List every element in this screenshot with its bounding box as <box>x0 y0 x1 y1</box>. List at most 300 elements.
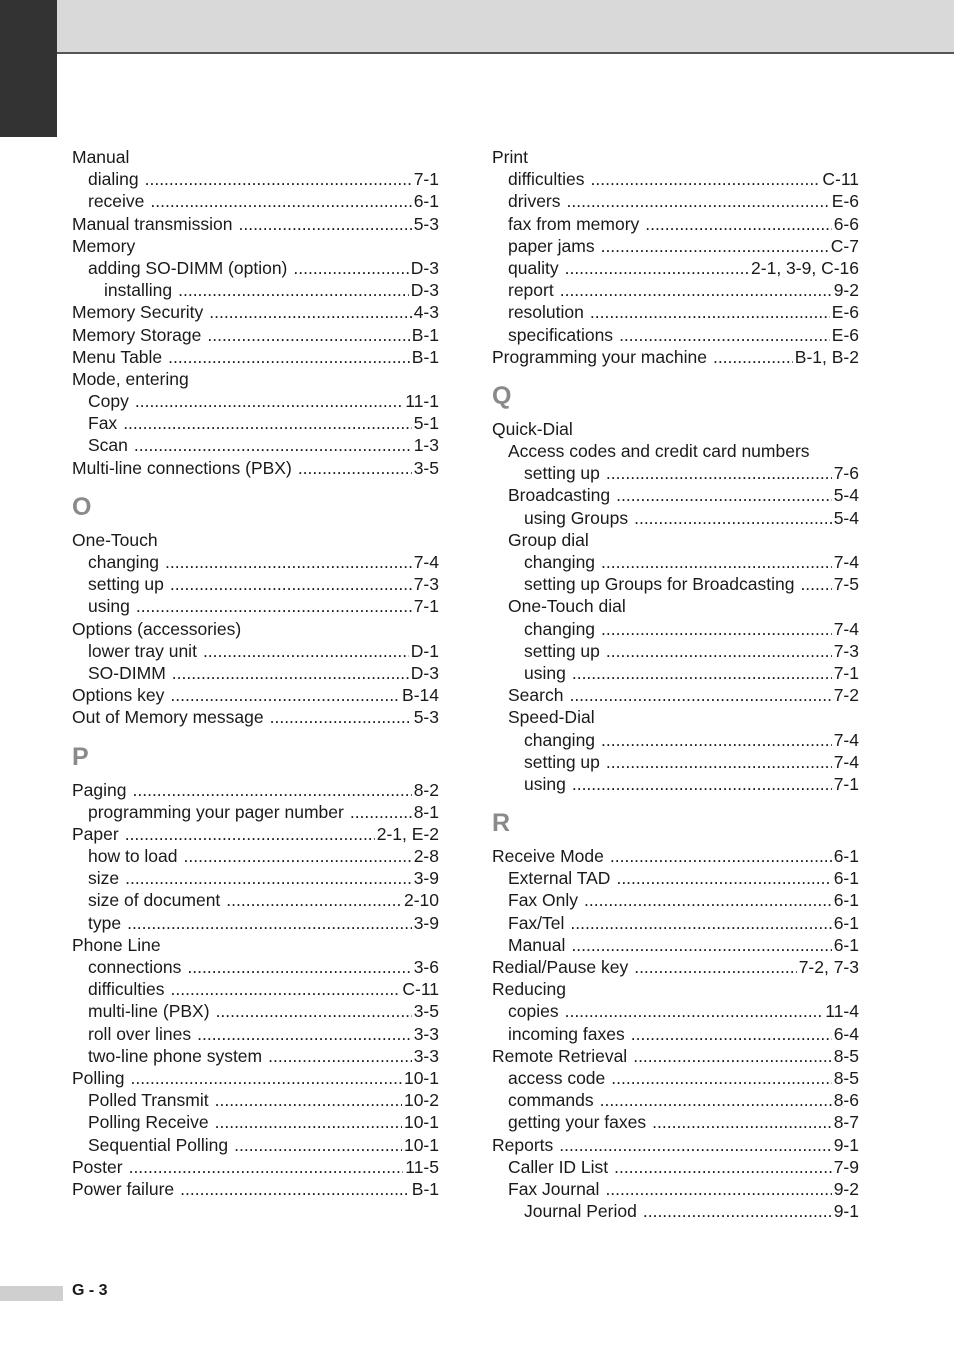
dot-leader <box>209 301 411 323</box>
index-term: adding SO-DIMM (option) <box>88 257 288 278</box>
page-reference: D-3 <box>410 280 439 301</box>
index-term: difficulties <box>88 979 165 1000</box>
dot-leader <box>601 618 832 640</box>
index-term: changing <box>88 552 160 572</box>
index-entry <box>492 235 859 257</box>
section-letter: O <box>72 492 92 521</box>
index-term: Broadcasting <box>508 485 611 506</box>
page-reference: B-14 <box>402 685 439 706</box>
page-reference: 5-1 <box>413 413 439 434</box>
dot-leader <box>135 390 403 412</box>
index-term: Sequential Polling <box>88 1134 229 1155</box>
dot-leader <box>570 912 831 934</box>
dot-leader <box>601 729 832 751</box>
index-term: Group dial <box>508 529 589 550</box>
dot-leader <box>572 773 832 795</box>
index-term: Fax Only <box>508 890 579 911</box>
page-number: G - 3 <box>72 1282 108 1299</box>
dot-leader <box>170 684 400 706</box>
dot-leader <box>591 168 821 190</box>
page-reference: C-7 <box>830 235 859 256</box>
index-entry <box>72 190 439 212</box>
index-entry <box>492 773 859 795</box>
dot-leader <box>150 190 411 212</box>
dot-leader <box>565 1000 824 1022</box>
index-term: Polling <box>72 1067 125 1088</box>
dot-leader <box>136 595 412 617</box>
index-term: setting up <box>524 751 600 772</box>
index-term: Memory <box>72 235 136 256</box>
page-reference: 7-4 <box>833 618 859 639</box>
index-entry <box>72 1156 439 1178</box>
index-term: Memory Security <box>72 302 204 323</box>
index-entry <box>72 412 439 434</box>
dot-leader <box>610 845 832 867</box>
page-reference: 7-1 <box>833 773 859 794</box>
dot-leader <box>606 751 832 773</box>
page-reference: E-6 <box>831 191 859 212</box>
index-entry <box>492 729 859 751</box>
page-reference: 11-5 <box>405 1156 439 1177</box>
index-entry <box>492 618 859 640</box>
page-reference: 7-9 <box>833 1156 859 1177</box>
index-term: Copy <box>88 391 129 412</box>
dot-leader <box>616 867 831 889</box>
index-term: multi-line (PBX) <box>88 1001 210 1022</box>
index-term: changing <box>524 729 596 750</box>
index-entry <box>72 257 439 279</box>
page-reference: 10-1 <box>403 1112 439 1133</box>
index-entry <box>72 146 439 168</box>
page-reference: 7-2 <box>833 685 859 706</box>
page-reference: 6-4 <box>833 1023 859 1044</box>
dot-leader <box>270 706 412 728</box>
index-entry <box>72 684 439 706</box>
index-term: Caller ID List <box>508 1156 609 1177</box>
index-entry <box>72 934 439 956</box>
index-term: Power failure <box>72 1178 175 1199</box>
page-reference: 8-6 <box>833 1090 859 1111</box>
index-entry <box>72 324 439 346</box>
section-letter: Q <box>492 381 512 410</box>
page-reference: 11-1 <box>405 391 439 412</box>
dot-leader <box>125 867 412 889</box>
page-reference: 7-1 <box>833 662 859 683</box>
dot-leader <box>584 889 832 911</box>
index-entry <box>492 1067 859 1089</box>
index-term: paper jams <box>508 235 595 256</box>
page-reference: E-6 <box>831 302 859 323</box>
dot-leader <box>614 1156 832 1178</box>
page-reference: 9-1 <box>833 1134 859 1155</box>
index-entry <box>72 978 439 1000</box>
index-entry <box>492 845 859 867</box>
page-reference: 1-3 <box>413 435 439 456</box>
page-reference: 9-2 <box>833 1178 859 1199</box>
page-reference: 5-4 <box>833 507 859 528</box>
index-entry <box>72 1178 439 1200</box>
index-term: Paging <box>72 779 127 800</box>
index-entry <box>72 1023 439 1045</box>
page-reference: 7-3 <box>413 574 439 595</box>
index-entry <box>492 912 859 934</box>
dot-leader <box>133 779 412 801</box>
page-reference: 5-4 <box>833 485 859 506</box>
page-reference: 5-3 <box>413 707 439 728</box>
dot-leader <box>131 1067 402 1089</box>
index-entry <box>492 213 859 235</box>
index-entry <box>72 573 439 595</box>
index-term: dialing <box>88 169 139 190</box>
index-term: report <box>508 280 554 301</box>
page-reference: 9-2 <box>833 280 859 301</box>
dot-leader <box>713 346 793 368</box>
index-entry <box>72 457 439 479</box>
dot-leader <box>631 1023 832 1045</box>
page-reference: 6-1 <box>833 934 859 955</box>
page-reference: 3-3 <box>413 1045 439 1066</box>
index-term: Menu Table <box>72 346 163 367</box>
index-term: changing <box>524 552 596 572</box>
index-term: access code <box>508 1067 606 1088</box>
index-column-left <box>72 146 439 1200</box>
index-entry <box>492 529 859 551</box>
page-reference: 2-1, 3-9, C-16 <box>751 257 859 278</box>
index-entry <box>492 706 859 728</box>
index-term: One-Touch dial <box>508 596 626 617</box>
index-term: using <box>524 773 566 794</box>
dot-leader <box>560 279 832 301</box>
dot-leader <box>125 823 375 845</box>
page-reference: 9-1 <box>833 1201 859 1222</box>
index-entry <box>492 257 859 279</box>
index-entry <box>492 889 859 911</box>
page-reference: 3-5 <box>413 1001 439 1022</box>
dot-leader <box>559 1134 831 1156</box>
section-letter: R <box>492 809 511 838</box>
index-entry <box>72 1045 439 1067</box>
index-entry <box>492 190 859 212</box>
index-entry <box>72 301 439 323</box>
index-term: Options key <box>72 685 165 706</box>
index-entry <box>72 1134 439 1156</box>
index-term: Manual transmission <box>72 213 233 234</box>
dot-leader <box>238 213 411 235</box>
index-entry <box>492 978 859 1000</box>
index-term: incoming faxes <box>508 1023 625 1044</box>
dot-leader <box>184 845 412 867</box>
dot-leader <box>180 1178 410 1200</box>
index-term: Out of Memory message <box>72 707 264 728</box>
index-term: getting your faxes <box>508 1112 647 1133</box>
index-term: setting up Groups for Broadcasting <box>524 574 795 595</box>
index-term: Phone Line <box>72 934 161 955</box>
index-entry <box>72 213 439 235</box>
index-entry <box>492 1000 859 1022</box>
page-reference: 7-1 <box>413 596 439 617</box>
index-entry <box>72 595 439 617</box>
page-reference: D-1 <box>410 640 439 661</box>
dot-leader <box>197 1023 412 1045</box>
index-entry <box>72 1111 439 1133</box>
page-reference: 8-7 <box>833 1112 859 1133</box>
index-term: fax from memory <box>508 213 640 234</box>
index-term: Multi-line connections (PBX) <box>72 457 292 478</box>
dot-leader <box>226 889 402 911</box>
page-reference: 2-1, E-2 <box>376 823 439 844</box>
index-term: type <box>88 912 122 933</box>
index-term: resolution <box>508 302 584 323</box>
page-reference: 10-2 <box>403 1090 439 1111</box>
page-reference: 7-4 <box>833 729 859 750</box>
page-reference: 6-1 <box>833 846 859 867</box>
dot-leader <box>134 434 412 456</box>
page-reference: E-6 <box>831 324 859 345</box>
index-term: size of document <box>88 890 221 911</box>
index-entry <box>492 1111 859 1133</box>
index-entry <box>72 779 439 801</box>
page-reference: 8-2 <box>413 779 439 800</box>
dot-leader <box>293 257 408 279</box>
index-term: Manual <box>508 934 566 955</box>
index-term: Programming your machine <box>492 346 707 367</box>
page-reference: 10-1 <box>403 1134 439 1155</box>
page-reference: C-11 <box>402 979 439 1000</box>
index-term: Polling Receive <box>88 1112 209 1133</box>
index-term: Scan <box>88 435 128 456</box>
index-entry <box>492 551 859 573</box>
index-term: drivers <box>508 191 561 212</box>
index-term: Poster <box>72 1156 123 1177</box>
dot-leader <box>633 1045 832 1067</box>
index-entry <box>492 168 859 190</box>
page-reference: 7-4 <box>833 751 859 772</box>
index-term: programming your pager number <box>88 801 344 822</box>
index-term: commands <box>508 1090 594 1111</box>
index-term: lower tray unit <box>88 640 197 661</box>
index-term: Fax <box>88 413 118 434</box>
index-term: Search <box>508 685 564 706</box>
dot-leader <box>606 640 832 662</box>
index-entry <box>492 867 859 889</box>
index-term: Reducing <box>492 979 566 1000</box>
index-entry <box>492 1045 859 1067</box>
index-entry <box>492 1023 859 1045</box>
dot-leader <box>600 1089 832 1111</box>
index-entry <box>492 301 859 323</box>
index-entry <box>72 618 439 640</box>
index-term: External TAD <box>508 868 611 889</box>
index-term: setting up <box>524 640 600 661</box>
page-reference: B-1 <box>411 346 439 367</box>
page-reference: 8-5 <box>833 1045 859 1066</box>
index-entry <box>492 324 859 346</box>
index-term: using <box>524 662 566 683</box>
index-entry <box>72 279 439 301</box>
index-term: connections <box>88 957 182 977</box>
dot-leader <box>606 462 832 484</box>
page-reference: 6-1 <box>833 868 859 889</box>
dot-leader <box>203 640 409 662</box>
page-reference: B-1 <box>411 324 439 345</box>
index-term: Redial/Pause key <box>492 957 629 977</box>
index-term: Paper <box>72 823 119 844</box>
index-entry <box>72 640 439 662</box>
dot-leader <box>187 956 411 978</box>
index-term: size <box>88 868 120 889</box>
dot-leader <box>590 301 830 323</box>
index-entry <box>72 1067 439 1089</box>
index-entry <box>492 684 859 706</box>
index-entry <box>72 168 439 190</box>
index-term: setting up <box>88 574 164 595</box>
page-reference: 6-1 <box>833 890 859 911</box>
index-entry <box>492 662 859 684</box>
index-term: Receive Mode <box>492 846 604 867</box>
page-reference: 5-3 <box>413 213 439 234</box>
index-term: Options (accessories) <box>72 618 242 639</box>
index-term: SO-DIMM <box>88 662 166 683</box>
index-entry <box>72 346 439 368</box>
page-reference: 6-1 <box>413 191 439 212</box>
dot-leader <box>572 662 832 684</box>
dot-leader <box>165 551 412 573</box>
index-entry <box>492 146 859 168</box>
index-entry <box>492 507 859 529</box>
index-entry <box>72 368 439 390</box>
index-entry <box>492 1178 859 1200</box>
dot-leader <box>168 346 410 368</box>
dot-leader <box>145 168 412 190</box>
header-bar <box>57 0 954 54</box>
dot-leader <box>619 324 830 346</box>
index-entry <box>492 1200 859 1222</box>
index-entry <box>492 279 859 301</box>
index-entry <box>72 956 439 978</box>
page-reference: 7-4 <box>413 552 439 572</box>
index-term: One-Touch <box>72 529 158 550</box>
index-entry <box>492 934 859 956</box>
dot-leader <box>215 1089 402 1111</box>
index-entry <box>72 390 439 412</box>
index-entry <box>72 662 439 684</box>
page-reference: 3-9 <box>413 868 439 889</box>
index-term: installing <box>104 280 173 301</box>
dot-leader <box>645 213 831 235</box>
dot-leader <box>350 801 412 823</box>
index-entry <box>492 1134 859 1156</box>
dot-leader <box>565 257 749 279</box>
dot-leader <box>127 912 412 934</box>
page-reference: 6-6 <box>833 213 859 234</box>
index-entry <box>492 1156 859 1178</box>
dot-leader <box>569 684 831 706</box>
dot-leader <box>172 662 409 684</box>
page-reference: 7-3 <box>833 640 859 661</box>
index-term: Remote Retrieval <box>492 1045 628 1066</box>
index-column-right <box>492 146 859 1222</box>
page-reference: 4-3 <box>413 302 439 323</box>
page-reference: 3-6 <box>413 957 439 977</box>
index-entry <box>492 484 859 506</box>
index-entry <box>492 418 859 440</box>
index-entry <box>72 867 439 889</box>
index-term: roll over lines <box>88 1023 192 1044</box>
index-entry <box>492 956 859 978</box>
dot-leader <box>298 457 412 479</box>
page-reference: 7-5 <box>833 574 859 595</box>
dot-leader <box>567 190 830 212</box>
footer-bar <box>0 1286 63 1301</box>
index-term: Journal Period <box>524 1201 637 1222</box>
dot-leader <box>605 1178 831 1200</box>
index-term: Memory Storage <box>72 324 202 345</box>
index-term: Speed-Dial <box>508 707 595 728</box>
index-term: Print <box>492 147 528 167</box>
dot-leader <box>643 1200 832 1222</box>
dot-leader <box>571 934 831 956</box>
page-reference: C-11 <box>822 169 859 190</box>
page-reference: B-1 <box>411 1178 439 1199</box>
page-reference: 11-4 <box>825 1001 859 1022</box>
index-entry <box>72 1089 439 1111</box>
index-entry <box>72 706 439 728</box>
index-term: two-line phone system <box>88 1045 263 1066</box>
dot-leader <box>171 978 401 1000</box>
index-entry <box>492 573 859 595</box>
section-letter: P <box>72 742 89 771</box>
page-reference: 3-3 <box>413 1023 439 1044</box>
index-term: changing <box>524 618 596 639</box>
index-entry <box>72 235 439 257</box>
index-term: specifications <box>508 324 614 345</box>
index-entry <box>72 845 439 867</box>
page-reference: 7-2, 7-3 <box>798 957 859 977</box>
chapter-tab <box>0 0 57 137</box>
page-reference: 7-4 <box>833 552 859 572</box>
index-entry <box>492 346 859 368</box>
index-entry <box>72 1000 439 1022</box>
dot-leader <box>216 1000 412 1022</box>
dot-leader <box>178 279 409 301</box>
page-reference: 2-8 <box>413 846 439 867</box>
index-term: quality <box>508 257 559 278</box>
dot-leader <box>215 1111 402 1133</box>
dot-leader <box>601 235 829 257</box>
index-term: Mode, entering <box>72 368 189 389</box>
index-term: receive <box>88 191 145 212</box>
index-entry <box>492 1089 859 1111</box>
dot-leader <box>170 573 412 595</box>
index-term: Reports <box>492 1134 554 1155</box>
index-term: Fax/Tel <box>508 912 565 933</box>
page-reference: 6-1 <box>833 912 859 933</box>
page-reference: 10-1 <box>403 1067 439 1088</box>
index-entry <box>72 529 439 551</box>
index-term: Fax Journal <box>508 1178 600 1199</box>
dot-leader <box>601 551 832 573</box>
index-entry <box>492 462 859 484</box>
index-term: Manual <box>72 147 130 167</box>
dot-leader <box>123 412 412 434</box>
index-term: setting up <box>524 463 600 484</box>
index-term: copies <box>508 1001 559 1022</box>
index-entry <box>492 751 859 773</box>
page-reference: 8-1 <box>413 801 439 822</box>
index-term: using Groups <box>524 507 629 528</box>
index-entry <box>72 801 439 823</box>
index-entry <box>72 912 439 934</box>
